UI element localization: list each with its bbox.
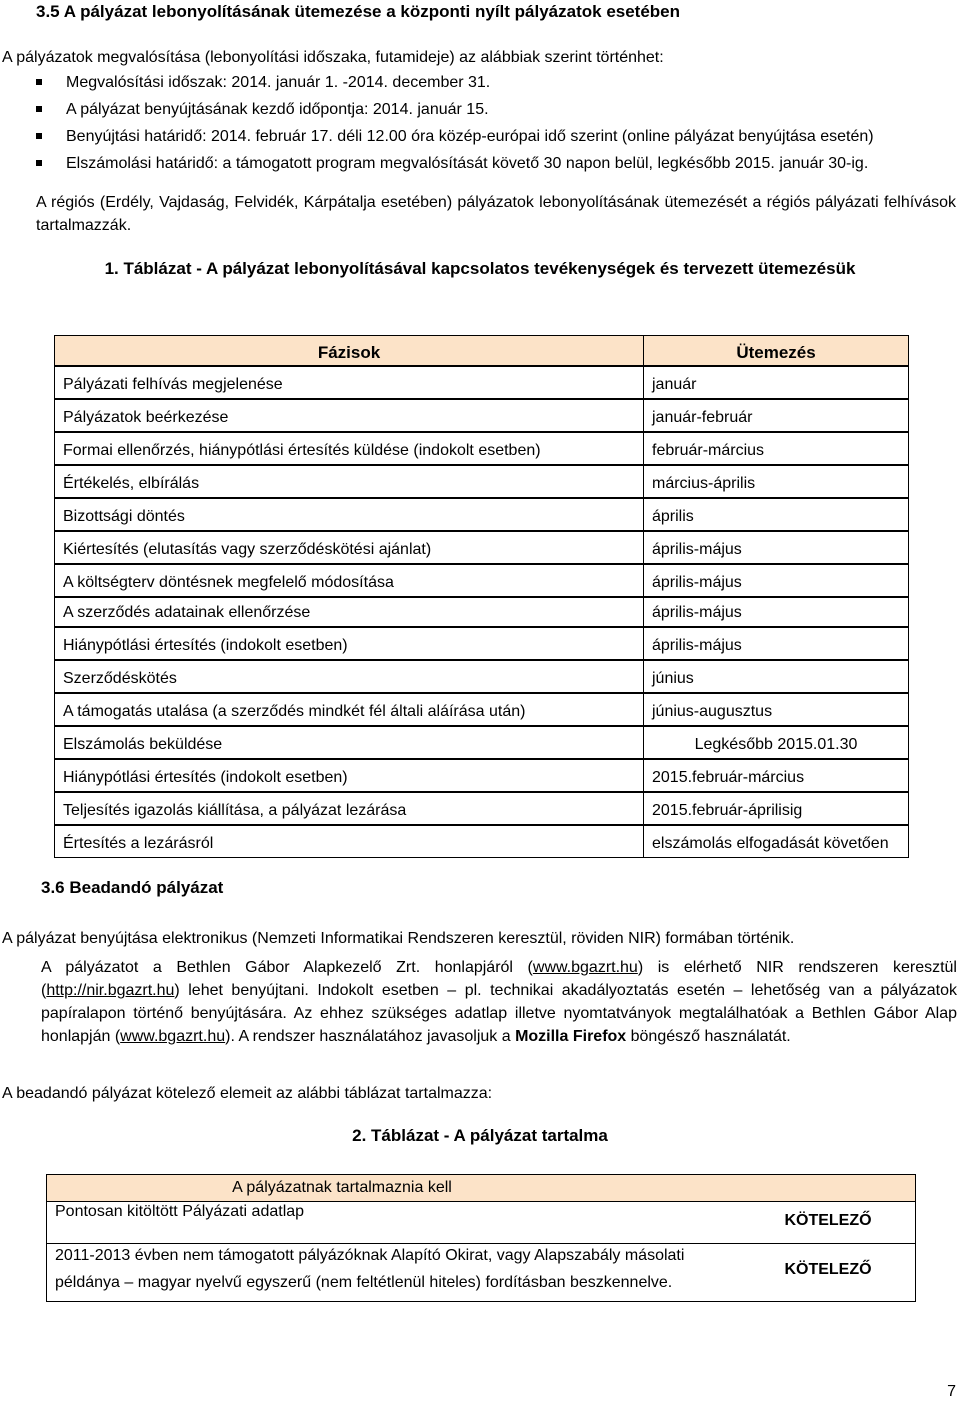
phase-cell: Szerződéskötés [54,660,644,693]
bullet-icon [36,160,42,166]
phase-cell: Bizottsági döntés [54,498,644,531]
status-badge: KÖTELEZŐ [784,1261,872,1278]
column-header-schedule: Ütemezés [643,335,909,366]
section-heading: 3.5 A pályázat lebonyolításának ütemezése a központi nyílt pályázatok esetében [36,2,681,21]
phase-cell: Kiértesítés (elutasítás vagy szerződéskötési ajánlat) [54,531,644,564]
schedule-cell: Legkésőbb 2015.01.30 [643,726,909,759]
phase-cell: Értékelés, elbírálás [54,465,644,498]
table2-header: A pályázatnak tartalmaznia kell [46,1174,916,1202]
bullet-icon [36,133,42,139]
phase-cell: Teljesítés igazolás kiállítása, a pályázat lezárása [54,792,644,825]
nir-link[interactable]: http://nir.bgazrt.hu [46,982,175,999]
bullet-icon [36,79,42,85]
status-badge: KÖTELEZŐ [784,1212,872,1229]
phase-cell: Pályázatok beérkezése [54,399,644,432]
phase-cell: A szerződés adatainak ellenőrzése [54,597,644,627]
submission-paragraph: A pályázatot a Bethlen Gábor Alapkezelő Zrt. honlapjáról (www.bgazrt.hu) is elérhető NIR rendszeren keresztül (http://nir.bgazrt.hu) lehet benyújtani. Indokolt esetben – pl. technikai akadályoztatás esetén – lehetőség van a pályázatok papíralapon történő benyújtására. Az ehhez szükséges adatlap illetve nyomtatványok megtalálhatóak a Bethlen Gábor Alap honlapján (www.bgazrt.hu). A rendszer használatához javasoljuk a Mozilla Firefox böngésző használatát. [41,959,957,1045]
schedule-cell: január-február [643,399,909,432]
bgazrt-link[interactable]: www.bgazrt.hu [120,1028,226,1045]
phase-cell: A költségterv döntésnek megfelelő módosítása [54,564,644,597]
schedule-cell: március-április [643,465,909,498]
section-heading: 3.6 Beadandó pályázat [41,878,224,897]
schedule-cell: április-május [643,597,909,627]
regional-note: A régiós (Erdély, Vajdaság, Felvidék, Kárpátalja esetében) pályázatok lebonyolításának ütemezését a régiós pályázati felhívások tartalmazzák. [36,194,956,234]
schedule-cell: 2015.február-március [643,759,909,792]
bullet-list [36,71,946,179]
schedule-cell: április [643,498,909,531]
phase-cell: Értesítés a lezárásról [54,825,644,858]
phase-cell: Formai ellenőrzés, hiánypótlási értesítés küldése (indokolt esetben) [54,432,644,465]
table-intro-text: A beadandó pályázat kötelező elemeit az alábbi táblázat tartalmazza: [2,1085,493,1102]
list-item: Benyújtási határidő: 2014. február 17. déli 12.00 óra közép-európai idő szerint (online pályázat benyújtása esetén) [36,125,946,152]
schedule-cell: április-május [643,531,909,564]
phase-cell: Hiánypótlási értesítés (indokolt esetben) [54,759,644,792]
schedule-cell: április-május [643,627,909,660]
phase-cell: A támogatás utalása (a szerződés mindkét fél általi aláírása után) [54,693,644,726]
phase-cell: Hiánypótlási értesítés (indokolt esetben) [54,627,644,660]
table2-caption: 2. Táblázat - A pályázat tartalma [352,1126,608,1145]
schedule-cell: június [643,660,909,693]
schedule-cell: elszámolás elfogadását követően [643,825,909,858]
browser-name: Mozilla Firefox [515,1028,627,1045]
schedule-cell: január [643,366,909,399]
intro-text: A pályázatok megvalósítása (lebonyolítási időszaka, futamideje) az alábbiak szerint történhet: [2,49,664,66]
phase-cell: Pályázati felhívás megjelenése [54,366,644,399]
list-item: A pályázat benyújtásának kezdő időpontja: 2014. január 15. [36,98,946,125]
submission-text: A pályázat benyújtása elektronikus (Nemzeti Informatikai Rendszeren keresztül, röviden NIR) formában történik. [2,930,795,947]
bullet-icon [36,106,42,112]
schedule-cell: április-május [643,564,909,597]
list-item: Megvalósítási időszak: 2014. január 1. -2014. december 31. [36,71,946,98]
list-item: Elszámolási határidő: a támogatott program megvalósítását követő 30 napon belül, legkésőbb 2015. január 30-ig. [36,152,946,179]
schedule-cell: február-március [643,432,909,465]
bgazrt-link[interactable]: www.bgazrt.hu [532,959,638,976]
table-row: Pontosan kitöltött Pályázati adatlap [46,1201,916,1244]
table1-caption: 1. Táblázat - A pályázat lebonyolításával kapcsolatos tevékenységek és tervezett ütemezésük [104,259,856,278]
schedule-cell: 2015.február-áprilisig [643,792,909,825]
column-header-phases: Fázisok [54,335,644,366]
phase-cell: Elszámolás beküldése [54,726,644,759]
page-number: 7 [947,1383,956,1400]
schedule-cell: június-augusztus [643,693,909,726]
table-row: 2011-2013 évben nem támogatott pályázóknak Alapító Okirat, vagy Alapszabály másolati példánya – magyar nyelvű egyszerű (nem feltétlenül hiteles) fordításban beszkennelve. [46,1244,916,1302]
